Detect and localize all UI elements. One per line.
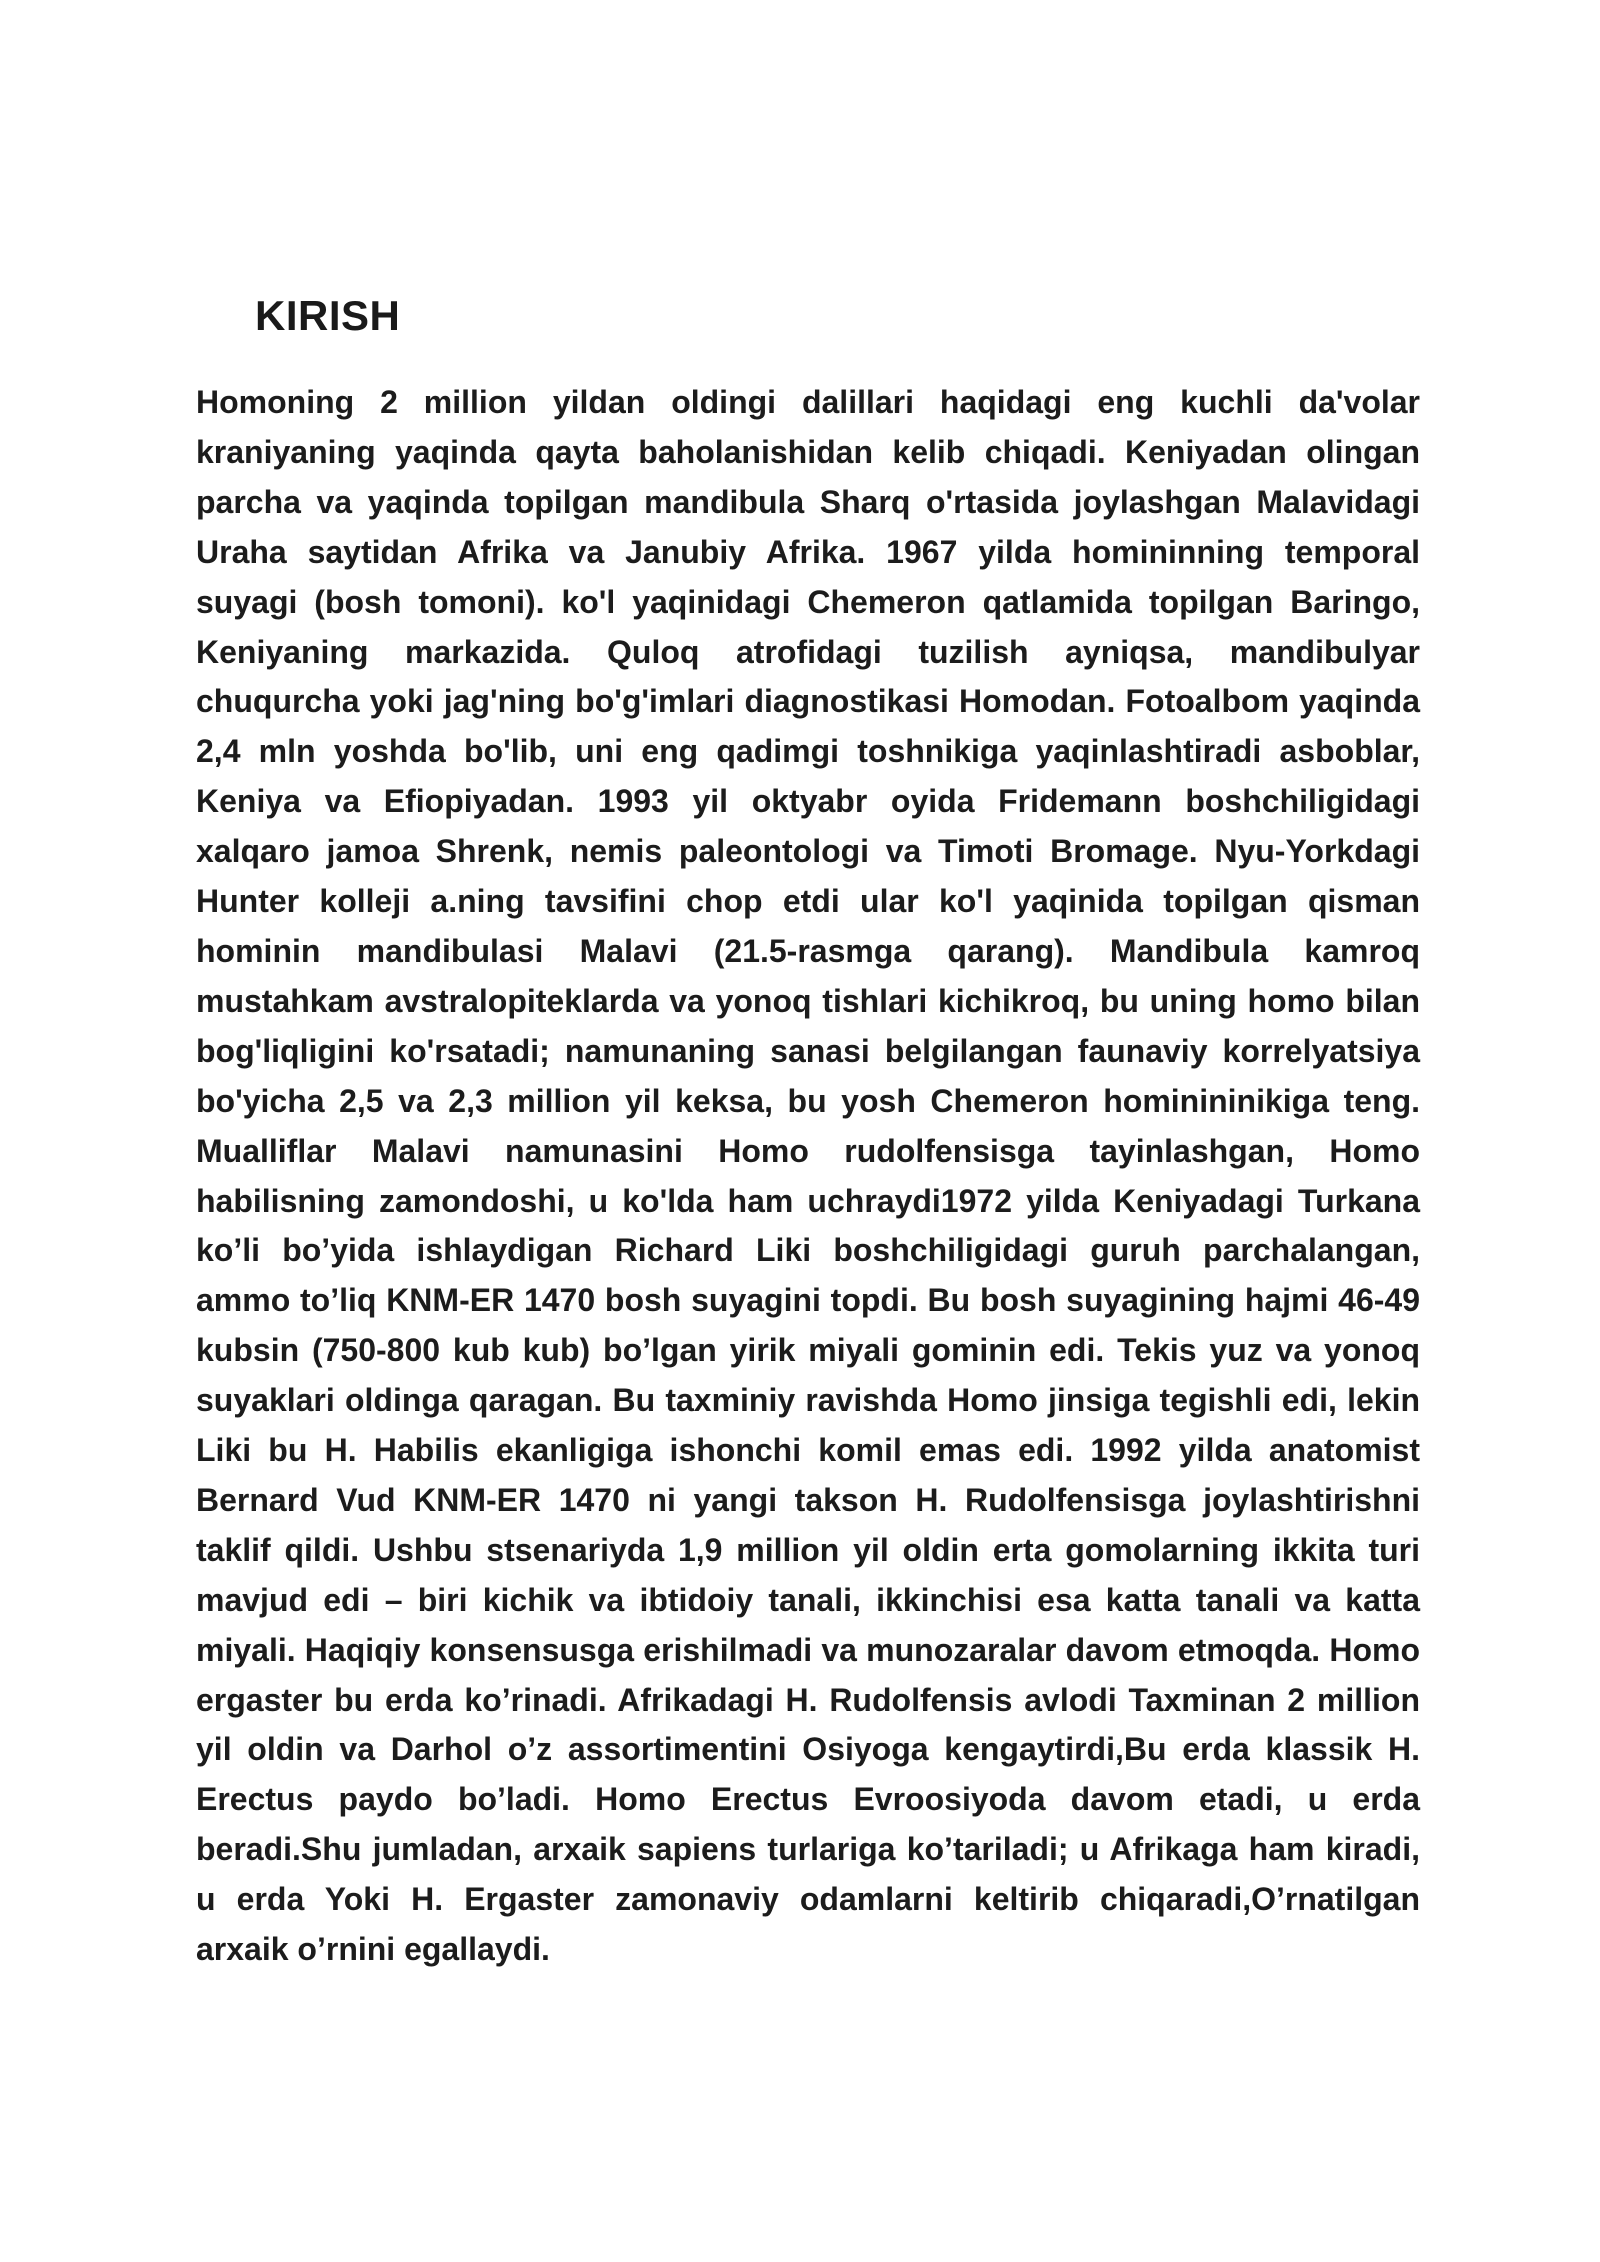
body-paragraph: Homoning 2 million yildan oldingi dalillari haqidagi eng kuchli da'volar kraniyaning yaqinda qayta baholanishidan kelib chiqadi. Keniyadan olingan parcha va yaqinda topilgan mandibula Sharq o'rtasida joylashgan Malavidagi Uraha saytidan Afrika va Janubiy Afrika. 1967 yilda homininning temporal suyagi (bosh tomoni). ko'l yaqinidagi Chemeron qatlamida topilgan Baringo, Keniyaning markazida. Quloq atrofidagi tuzilish ayniqsa, mandibulyar chuqurcha yoki jag'ning bo'g'imlari diagnostikasi Homodan. Fotoalbom yaqinda 2,4 mln yoshda bo'lib, uni eng qadimgi toshnikiga yaqinlashtiradi asboblar, Keniya va Efiopiyadan. 1993 yil oktyabr oyida Fridemann boshchiligidagi xalqaro jamoa Shrenk, nemis paleontologi va Timoti Bromage. Nyu-Yorkdagi Hunter kolleji a.ning tavsifini chop etdi ular ko'l yaqinida topilgan qisman hominin mandibulasi Malavi (21.5-rasmga qarang). Mandibula kamroq mustahkam avstralopiteklarda va yonoq tishlari kichikroq, bu uning homo bilan bog'liqligini ko'rsatadi; namunaning sanasi belgilangan faunaviy korrelyatsiya bo'yicha 2,5 va 2,3 million yil keksa, bu yosh Chemeron hominininikiga teng. Mualliflar Malavi namunasini Homo rudolfensisga tayinlashgan, Homo habilisning zamondoshi, u ko'lda ham uchraydi1972 yilda Keniyadagi Turkana ko’li bo’yida ishlaydigan Richard Liki boshchiligidagi guruh parchalangan, ammo to’liq KNM-ER 1470 bosh suyagini topdi. Bu bosh suyagining hajmi 46-49 kubsin (750-800 kub kub) bo’lgan yirik miyali gominin edi. Tekis yuz va yonoq suyaklari oldinga qaragan. Bu taxminiy ravishda Homo jinsiga tegishli edi, lekin Liki bu H. Habilis ekanligiga ishonchi komil emas edi. 1992 yilda anatomist Bernard Vud KNM-ER 1470 ni yangi takson H. Rudolfensisga joylashtirishni taklif qildi. Ushbu stsenariyda 1,9 million yil oldin erta gomolarning ikkita turi mavjud edi – biri kichik va ibtidoiy tanali, ikkinchisi esa katta tanali va katta miyali. Haqiqiy konsensusga erishilmadi va munozaralar davom etmoqda. Homo ergaster bu erda ko’rinadi. Afrikadagi H. Rudolfensis avlodi Taxminan 2 million yil oldin va Darhol o’z assortimentini Osiyoga kengaytirdi,Bu erda klassik H. Erectus paydo bo’ladi. Homo Erectus Evroosiyoda davom etadi, u erda beradi.Shu jumladan, arxaik sapiens turlariga ko’tariladi; u Afrikaga ham kiradi, u erda Yoki H. Ergaster zamonaviy odamlarni keltirib chiqaradi,O’rnatilgan arxaik o’rnini egallaydi. (196, 384, 1420, 1968)
page-title: KIRISH (255, 292, 401, 339)
